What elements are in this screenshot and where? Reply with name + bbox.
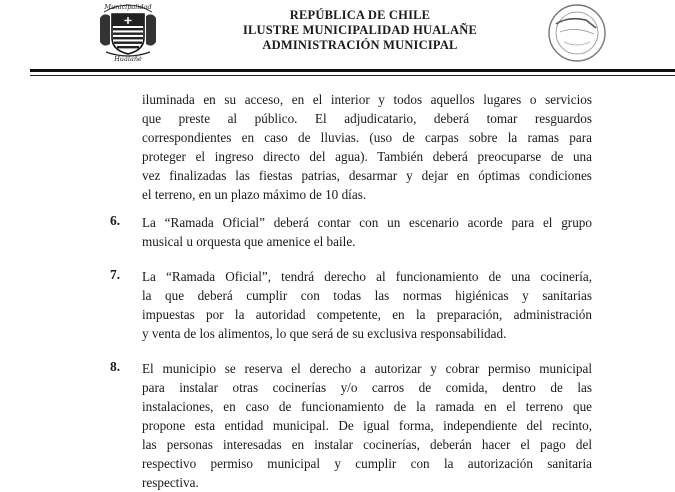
paragraph-line: las personas interesadas en instalar cocinerías, deberán hacer el pago del	[142, 437, 592, 452]
intro-paragraph	[142, 90, 592, 204]
header-republic: REPÚBLICA DE CHILE	[289, 8, 431, 22]
item-number: 8.	[110, 359, 121, 374]
paragraph-line: proteger el ingreso directo del agua). También deberá preocuparse de una	[142, 149, 592, 164]
paragraph-line: respectivo permiso municipal y cumplir con la autorización sanitaria	[142, 456, 592, 471]
header-divider-thick	[30, 69, 675, 72]
paragraph-line: propone esta entidad municipal. De igual forma, independiente del recinto,	[142, 418, 593, 433]
paragraph-line: iluminada en su acceso, en el interior y todos aquellos lugares o servicios	[142, 92, 592, 107]
item-8-paragraph	[142, 359, 592, 492]
crest-bottom-text: Hualañé	[114, 55, 142, 62]
paragraph-line: musical u orquesta que amenice el baile.	[142, 234, 356, 249]
paragraph-line: el terreno, en un plazo máximo de 10 días.	[142, 187, 367, 202]
paragraph-line: correspondientes en caso de lluvias. (uso de carpas sobre la ramas para	[142, 130, 592, 145]
paragraph-line: El municipio se reserva el derecho a autorizar y cobrar permiso municipal	[142, 361, 593, 376]
paragraph-line: vez finalizadas las fiestas patrias, desarmar y dejar en óptimas condiciones	[142, 168, 592, 183]
header-divider-thin	[30, 75, 675, 76]
paragraph-line: la que deberá cumplir con todas las normas higiénicas y sanitarias	[142, 288, 592, 303]
item-number: 6.	[110, 213, 121, 228]
header-administration: ADMINISTRACIÓN MUNICIPAL	[262, 38, 458, 52]
municipal-crest-logo	[96, 0, 160, 62]
header-municipality: ILUSTRE MUNICIPALIDAD HUALAÑE	[242, 23, 478, 37]
paragraph-line: impuestas por la autoridad competente, en la preparación, administración	[142, 307, 592, 322]
paragraph-line: instalaciones, en caso de funcionamiento de la ramada en el terreno que	[142, 399, 593, 414]
paragraph-line: La “Ramada Oficial”, tendrá derecho al funcionamiento de una cocinería,	[142, 269, 593, 284]
paragraph-line: para instalar otras cocinerías y/o carros de comida, dentro de las	[142, 380, 592, 395]
crest-top-text: Municipalidad	[104, 3, 152, 11]
paragraph-line: respectiva.	[142, 475, 199, 490]
item-number: 7.	[110, 267, 121, 282]
official-stamp-seal	[546, 2, 608, 64]
paragraph-line: La “Ramada Oficial” deberá contar con un escenario acorde para el grupo	[142, 215, 592, 230]
document-header	[180, 8, 540, 53]
item-6-paragraph	[142, 213, 592, 251]
paragraph-line: que preste al público. El adjudicatario, deberá tomar resguardos	[142, 111, 592, 126]
item-7-paragraph	[142, 267, 592, 343]
paragraph-line: y venta de los alimentos, lo que será de su exclusiva responsabilidad.	[142, 326, 507, 341]
